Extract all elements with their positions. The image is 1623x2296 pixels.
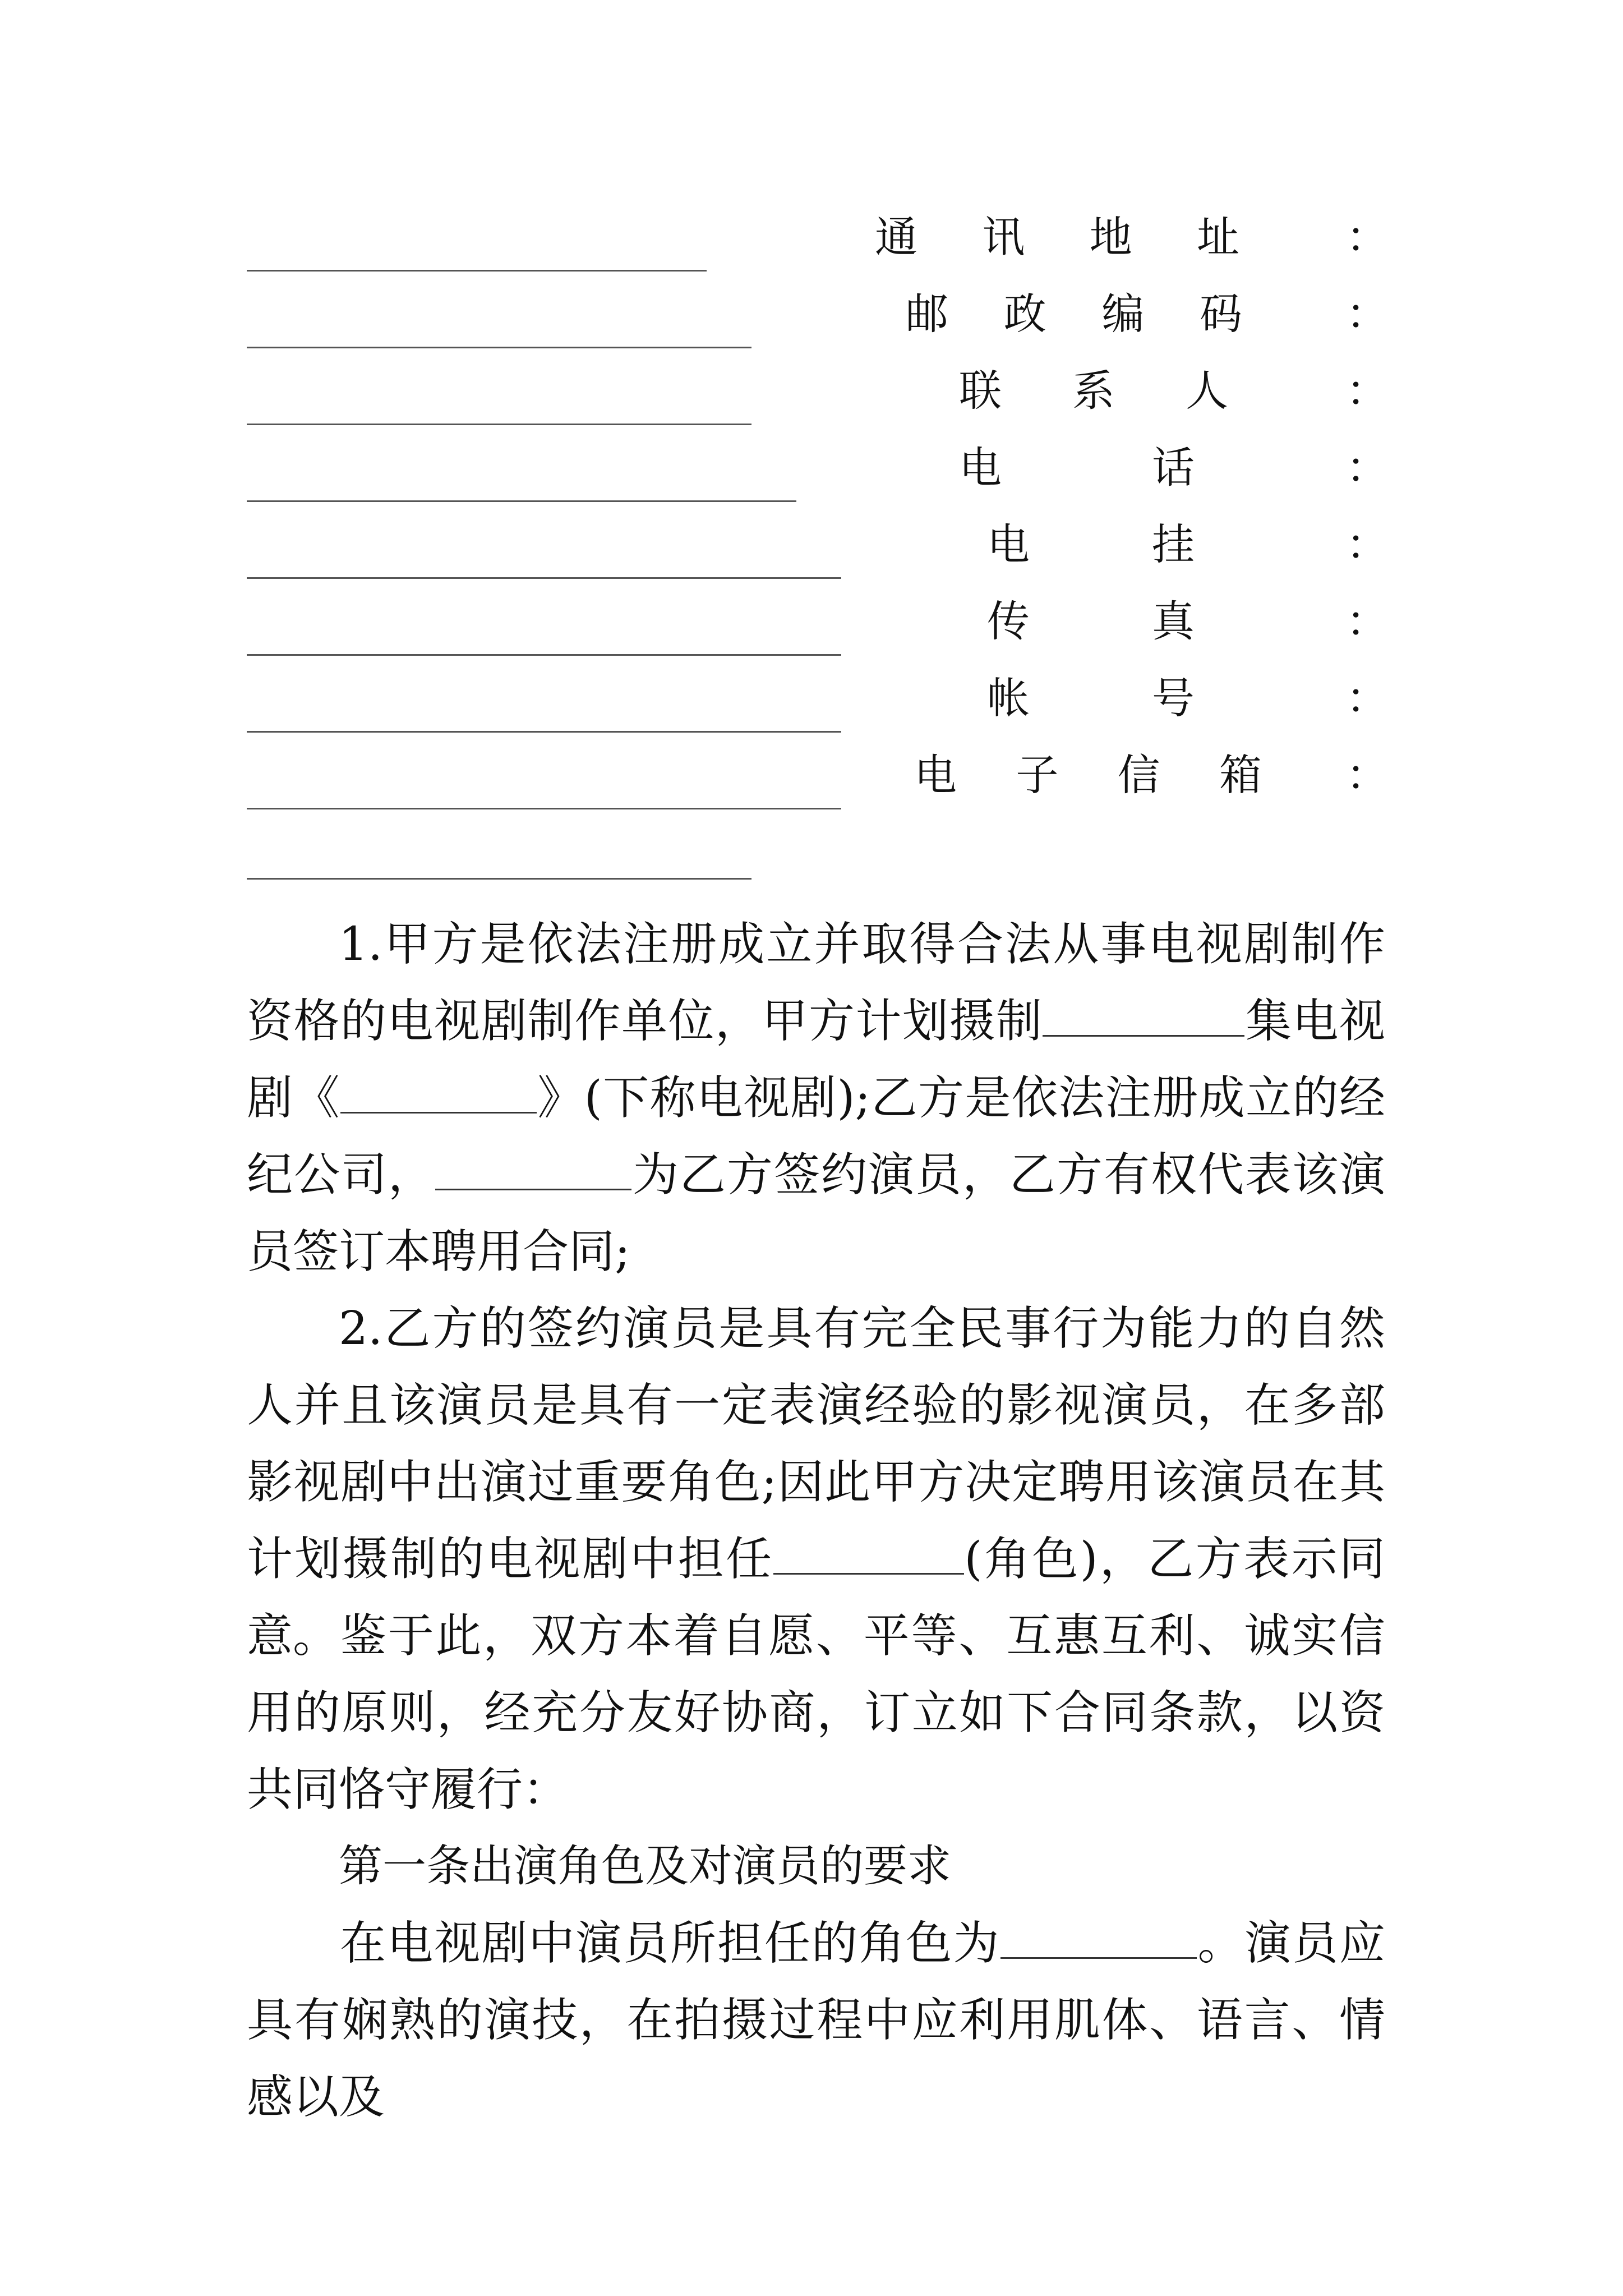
label-char: 子 [1016, 750, 1059, 800]
paragraph-text: (角色)，乙方表示同意。 [247, 1533, 1385, 1663]
label-char: 号 [1152, 673, 1195, 723]
fill-in-line[interactable] [247, 424, 751, 425]
fill-in-line[interactable] [247, 731, 841, 733]
contact-label [987, 591, 1195, 652]
paragraph-text: 。演员应具有娴熟的演技，在拍摄过程中应利用肌体、语言、情感以及 [247, 1917, 1385, 2124]
contact-row-account [247, 668, 1389, 745]
contact-label [987, 514, 1195, 576]
colon: ： [1346, 673, 1389, 723]
contact-row-fax [247, 591, 1389, 668]
contact-label [906, 283, 1242, 345]
label-char: 帐 [987, 673, 1030, 723]
colon: ： [1346, 212, 1389, 262]
label-char: 系 [1072, 366, 1115, 416]
label-char: 码 [1199, 289, 1242, 339]
paragraph-text: 1.甲方是依法注册成立并取得合法从事电视剧制作资格的电视剧制作单位，甲方计划摄制 [247, 918, 1385, 1048]
label-char: 箱 [1219, 750, 1262, 800]
contact-label [987, 668, 1195, 729]
colon: ： [1346, 750, 1389, 800]
label-char: 人 [1186, 366, 1228, 416]
fill-in-line[interactable] [247, 654, 841, 656]
fill-in-line[interactable] [247, 808, 841, 809]
colon: ： [1346, 596, 1389, 646]
fill-in-line[interactable] [247, 577, 841, 579]
paragraph-text: 在电视剧中演员所担任的角色为 [339, 1917, 1000, 1970]
label-char: 编 [1101, 289, 1145, 339]
contact-label [959, 360, 1228, 422]
contact-row-postcode [247, 283, 1389, 361]
colon: ： [1346, 443, 1389, 493]
paragraph-text: 集电视剧《 [247, 995, 1385, 1125]
paragraph-3 [247, 1598, 1385, 1828]
blank-episode-count[interactable] [1043, 996, 1244, 1037]
colon: ： [1346, 289, 1389, 339]
contact-row-address [247, 206, 1389, 284]
blank-drama-title[interactable] [340, 1073, 537, 1114]
label-char: 址 [1196, 212, 1239, 262]
label-char: 话 [1152, 443, 1195, 493]
paragraph-1 [247, 906, 1385, 1290]
contact-row-contact-person [247, 360, 1389, 438]
blank-actor-name[interactable] [435, 1149, 631, 1190]
label-char: 电 [914, 750, 957, 800]
label-char: 邮 [906, 289, 948, 339]
paragraph-text: 》(下称电视剧);乙方是依法注册成立的经纪公司， [247, 1071, 1385, 1202]
label-char: 地 [1089, 212, 1132, 262]
colon: ： [1346, 519, 1389, 569]
contact-label [959, 437, 1195, 499]
label-char: 挂 [1152, 519, 1195, 569]
article-1-title: 第一条出演角色及对演员的要求 [339, 1841, 952, 1892]
blank-role-name[interactable] [1000, 1918, 1197, 1959]
label-char: 真 [1152, 596, 1195, 646]
fill-in-line[interactable] [247, 270, 707, 272]
paragraph-text: 2.乙方的签约演员是具有完全民事行为能力的自然人并且该演员是具有一定表演经验的影视演员，在多部影视剧中出演过重要角色;因此甲方决定聘用该演员在其计划摄制的电视剧中担任 [247, 1302, 1385, 1586]
contact-row-phone [247, 437, 1389, 514]
contact-row-email [247, 744, 1389, 822]
fill-in-line[interactable] [247, 500, 796, 502]
label-char: 电 [959, 443, 1002, 493]
paragraph-4 [247, 1905, 1385, 2136]
label-char: 联 [959, 366, 1002, 416]
paragraph-text: 鉴于此，双方本着自愿、平等、互惠互利、诚实信用的原则，经充分友好协商，订立如下合同条款，以资共同恪守履行： [247, 1609, 1385, 1816]
label-char: 讯 [982, 212, 1025, 262]
label-char: 政 [1003, 289, 1046, 339]
contact-label [875, 206, 1239, 268]
contact-row-telegraph [247, 514, 1389, 591]
fill-in-line[interactable] [247, 347, 751, 348]
label-char: 电 [987, 519, 1030, 569]
colon: ： [1346, 366, 1389, 416]
fill-in-line[interactable] [247, 878, 751, 880]
blank-role[interactable] [773, 1534, 964, 1575]
contact-label [914, 744, 1262, 806]
label-char: 传 [987, 596, 1030, 646]
label-char: 信 [1117, 750, 1160, 800]
paragraph-text: 为乙方签约演员，乙方有权代表该演员签订本聘用合同; [247, 1148, 1385, 1278]
label-char: 通 [875, 212, 917, 262]
